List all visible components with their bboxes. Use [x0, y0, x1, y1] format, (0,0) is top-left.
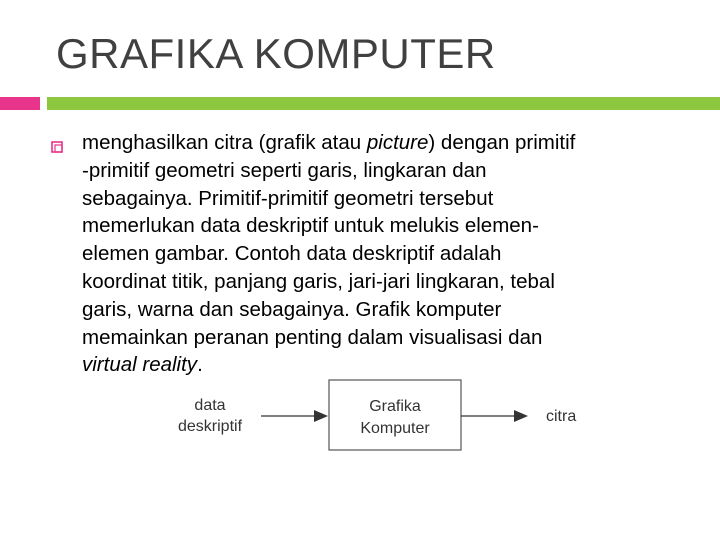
paragraph-line-6: koordinat titik, panjang garis, jari-jari lingkaran, tebal: [82, 269, 555, 293]
input-label-line-2: deskriptif: [177, 418, 243, 435]
paragraph-line-9: [82, 351, 712, 379]
text-run: ) dengan primitif: [428, 131, 576, 154]
title-rule-green: [47, 97, 720, 110]
paragraph-line-8: memainkan peranan penting dalam visualisasi dan: [82, 325, 543, 349]
slide-title: GRAFIKA KOMPUTER: [56, 30, 496, 77]
italic-term-virtual-reality: virtual reality: [82, 353, 198, 377]
paragraph-line-1: [82, 129, 712, 157]
paragraph-line-7: garis, warna dan sebagainya. Grafik komputer: [82, 297, 502, 321]
text-run: .: [197, 353, 203, 377]
process-box: [329, 380, 461, 450]
hollow-square-bullet-icon: [51, 141, 63, 153]
text-run: menghasilkan citra (grafik atau: [82, 131, 367, 154]
input-label-line-1: data: [194, 397, 226, 414]
process-diagram: [160, 378, 600, 458]
paragraph-line-4: memerlukan data deskriptif untuk melukis elemen-: [82, 214, 539, 238]
arrow-box-to-output: [461, 410, 528, 422]
body-paragraph: [82, 129, 712, 379]
italic-term-picture: picture: [366, 131, 429, 154]
paragraph-line-5: elemen gambar. Contoh data deskriptif adalah: [82, 242, 502, 266]
paragraph-line-3: sebagainya. Primitif-primitif geometri tersebut: [82, 186, 494, 210]
box-label-line-2: Komputer: [360, 420, 430, 437]
arrow-input-to-box: [261, 410, 328, 422]
title-rule-pink: [0, 97, 40, 110]
box-label-line-1: Grafika: [369, 398, 421, 415]
paragraph-line-2: -primitif geometri seperti garis, lingkaran dan: [82, 158, 487, 182]
output-label: citra: [546, 408, 577, 425]
